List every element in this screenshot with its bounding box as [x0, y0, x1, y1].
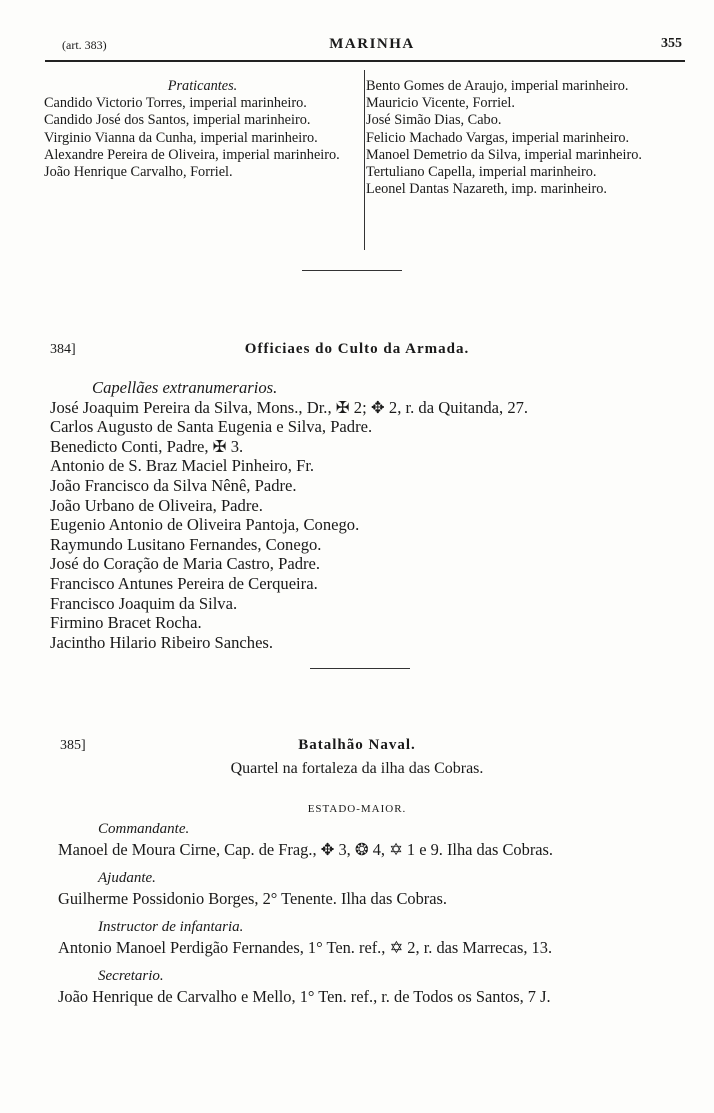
- section-divider: [302, 270, 402, 271]
- staff-name: Manoel de Moura Cirne, Cap. de Frag., ✥ 3, ❂ 4, ✡ 1 e 9. Ilha das Cobras.: [58, 840, 554, 859]
- staff-role: Commandante.: [98, 821, 190, 837]
- list-item: João Urbano de Oliveira, Padre.: [50, 495, 263, 515]
- list-item: Felicio Machado Vargas, imperial marinheiro.: [366, 129, 630, 146]
- list-item: Carlos Augusto de Santa Eugenia e Silva, Padre.: [50, 417, 373, 437]
- list-item: Antonio de S. Braz Maciel Pinheiro, Fr.: [50, 456, 315, 476]
- article-reference: (art. 383): [62, 38, 107, 52]
- section-title: Officiaes do Culto da Armada.: [244, 341, 470, 357]
- list-item: Francisco Joaquim da Silva.: [50, 593, 238, 613]
- staff-name: João Henrique de Carvalho e Mello, 1° Ten. ref., r. de Todos os Santos, 7 J.: [58, 987, 551, 1006]
- list-item: João Henrique Carvalho, Forriel.: [44, 164, 233, 181]
- list-item: Bento Gomes de Araujo, imperial marinheiro.: [366, 78, 629, 94]
- list-item: José Simão Dias, Cabo.: [366, 112, 502, 129]
- list-item: Leonel Dantas Nazareth, imp. marinheiro.: [366, 181, 607, 198]
- section-number: 384]: [50, 342, 76, 357]
- list-item: Eugenio Antonio de Oliveira Pantoja, Conego.: [50, 515, 360, 535]
- list-item: Tertuliano Capella, imperial marinheiro.: [366, 164, 597, 181]
- list-item: José Joaquim Pereira da Silva, Mons., Dr., ✠ 2; ✥ 2, r. da Quitanda, 27.: [50, 397, 529, 417]
- list-item: José do Coração de Maria Castro, Padre.: [50, 554, 321, 574]
- section-divider: [310, 668, 410, 669]
- staff-role: Ajudante.: [98, 870, 156, 886]
- staff-name: Guilherme Possidonio Borges, 2° Tenente. Ilha das Cobras.: [58, 889, 448, 908]
- staff-role: Secretario.: [98, 968, 164, 984]
- header-rule: [45, 60, 685, 62]
- praticantes-columns: [44, 78, 686, 250]
- staff-entry: [58, 967, 698, 1008]
- left-column: [44, 78, 361, 181]
- praticantes-subheading: Praticantes.: [167, 78, 238, 94]
- list-item: Firmino Bracet Rocha.: [50, 613, 202, 633]
- list-item: Alexandre Pereira de Oliveira, imperial marinheiro.: [44, 146, 340, 163]
- list-item: Virginio Vianna da Cunha, imperial marinheiro.: [44, 129, 318, 146]
- staff-entry: [58, 820, 698, 861]
- list-item: Benedicto Conti, Padre, ✠ 3.: [50, 436, 244, 456]
- section-number: 385]: [60, 738, 86, 753]
- list-item: Jacintho Hilario Ribeiro Sanches.: [50, 632, 274, 652]
- section-heading: MARINHA: [329, 36, 415, 52]
- staff-heading: ESTADO-MAIOR.: [307, 803, 407, 815]
- page-number: 355: [661, 36, 682, 51]
- staff-role: Instructor de infantaria.: [98, 919, 244, 935]
- list-item: Manoel Demetrio da Silva, imperial marinheiro.: [366, 146, 642, 163]
- staff-list: [58, 820, 698, 1016]
- list-item: João Francisco da Silva Nênê, Padre.: [50, 475, 297, 495]
- list-item: Francisco Antunes Pereira de Cerqueira.: [50, 573, 318, 593]
- staff-entry: [58, 918, 698, 959]
- list-item: Raymundo Lusitano Fernandes, Conego.: [50, 534, 322, 554]
- chaplains-list: [50, 378, 690, 652]
- section-title: Batalhão Naval.: [298, 737, 416, 753]
- running-header: [62, 34, 682, 56]
- section-subtitle: Quartel na fortaleza da ilha das Cobras.: [230, 760, 484, 777]
- list-item: Candido Victorio Torres, imperial marinheiro.: [44, 95, 307, 112]
- list-item: Candido José dos Santos, imperial marinheiro.: [44, 112, 311, 129]
- staff-name: Antonio Manoel Perdigão Fernandes, 1° Ten. ref., ✡ 2, r. das Marrecas, 13.: [58, 938, 553, 957]
- staff-entry: [58, 869, 698, 910]
- list-item: Mauricio Vicente, Forriel.: [366, 95, 515, 112]
- right-column: [366, 78, 686, 198]
- category-heading: Capellães extranumerarios.: [92, 378, 278, 397]
- column-divider: [364, 70, 365, 250]
